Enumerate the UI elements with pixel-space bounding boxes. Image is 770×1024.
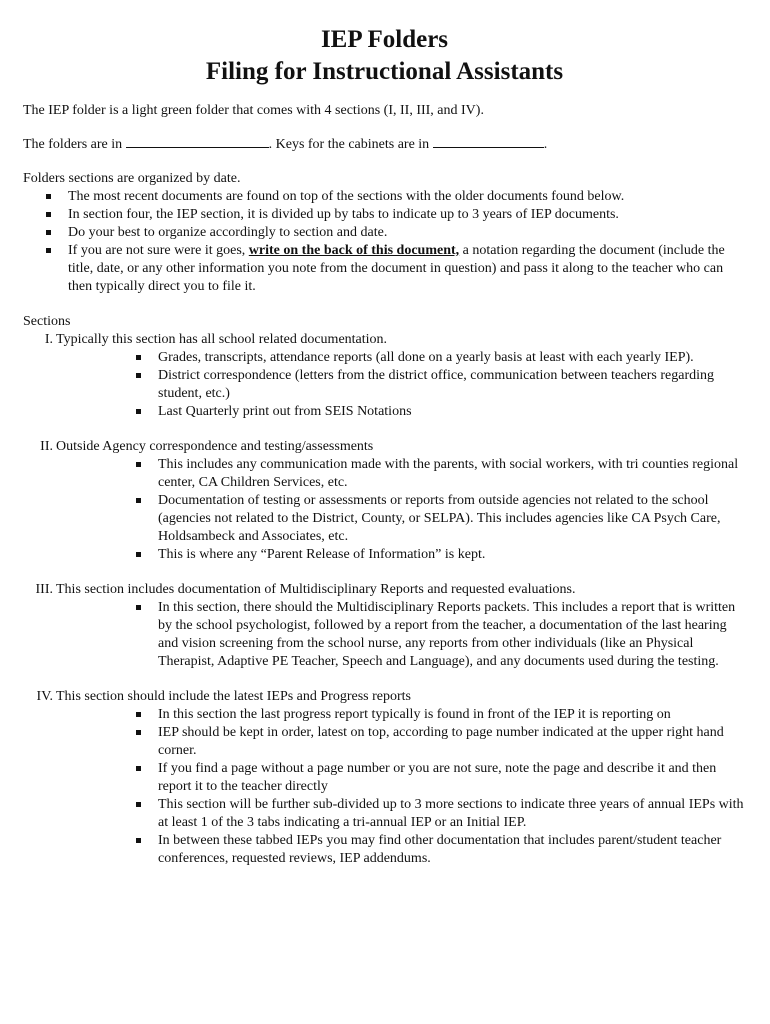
section-numeral: III . bbox=[23, 581, 55, 599]
section-numeral: IV . bbox=[23, 688, 55, 706]
write-on-back-emphasis: write on the back of this document, bbox=[248, 243, 460, 258]
list-item: Last Quarterly print out from SEIS Notations bbox=[136, 403, 746, 421]
list-item: In section four, the IEP section, it is divided up by tabs to indicate up to 3 years of IEP documents. bbox=[46, 206, 746, 224]
list-item: If you find a page without a page number or you are not sure, note the page and describe it and then report it to the teacher directly bbox=[136, 760, 746, 796]
title-line-2: Filing for Instructional Assistants bbox=[205, 58, 564, 85]
last-bullet-before: If you are not sure were it goes, bbox=[68, 243, 249, 258]
section-numeral: II . bbox=[23, 438, 55, 456]
list-item: The most recent documents are found on top of the sections with the older documents found below. bbox=[46, 188, 746, 206]
list-item: Do your best to organize accordingly to section and date. bbox=[46, 224, 746, 242]
sections-heading: Sections bbox=[23, 314, 71, 329]
list-item bbox=[46, 242, 746, 296]
organization-list bbox=[23, 188, 746, 296]
list-item: In this section the last progress report typically is found in front of the IEP it is reporting on bbox=[136, 706, 746, 724]
section-iv-list bbox=[23, 706, 746, 868]
section-title-row bbox=[23, 581, 746, 599]
section-iii-list bbox=[23, 599, 746, 671]
list-item: In this section, there should the Multidisciplinary Reports packets. This includes a report that is written by the school psychologist, followed by a report from the teacher, a documentation of the last hearing and vision screening from the school nurse, any reports from other individuals (like an Physical Therapist, Adaptive PE Teacher, Speech and Language), and any documents used during the testing. bbox=[136, 599, 746, 671]
section-ii-list bbox=[23, 456, 746, 564]
list-item: Grades, transcripts, attendance reports (all done on a yearly basis at least with each yearly IEP). bbox=[136, 349, 746, 367]
section-i-list bbox=[23, 349, 746, 421]
section-title: Typically this section has all school related documentation. bbox=[56, 332, 388, 347]
section-title: This section should include the latest IEPs and Progress reports bbox=[56, 689, 411, 704]
section-title: This section includes documentation of Multidisciplinary Reports and requested evaluations. bbox=[56, 582, 576, 597]
organization-heading: Folders sections are organized by date. bbox=[23, 171, 241, 186]
keys-blank bbox=[433, 146, 544, 148]
title-line-1: IEP Folders bbox=[320, 26, 449, 53]
list-item: IEP should be kept in order, latest on top, according to page number indicated at the upper right hand corner. bbox=[136, 724, 746, 760]
list-item: In between these tabbed IEPs you may find other documentation that includes parent/student teacher conferences, requested reviews, IEP addendums. bbox=[136, 832, 746, 868]
list-item: District correspondence (letters from the district office, communication between teachers regarding student, etc.) bbox=[136, 367, 746, 403]
folders-text-2: . Keys for the cabinets are in bbox=[268, 137, 433, 152]
section-title-row bbox=[23, 331, 746, 349]
folders-blank bbox=[126, 146, 269, 148]
section-i bbox=[23, 331, 746, 421]
list-item: This section will be further sub-divided up to 3 more sections to indicate three years of annual IEPs with at least 1 of the 3 tabs indicating a tri-annual IEP or an Initial IEP. bbox=[136, 796, 746, 832]
last-bullet-after: a notation regarding the document (include the title, date, or any other information you note from the document in question) and pass it along to the teacher who can then typically direct you to file it. bbox=[68, 243, 725, 294]
section-iii bbox=[23, 581, 746, 671]
section-iv bbox=[23, 688, 746, 868]
section-title-row bbox=[23, 438, 746, 456]
folders-location-line bbox=[23, 136, 746, 154]
section-numeral: I . bbox=[23, 331, 55, 349]
list-item: This includes any communication made with the parents, with social workers, with tri counties regional center, CA Children Services, etc. bbox=[136, 456, 746, 492]
list-item: This is where any “Parent Release of Information” is kept. bbox=[136, 546, 746, 564]
list-item: Documentation of testing or assessments or reports from outside agencies not related to the school (agencies not related to the District, County, or SELPA). This includes agencies like CA Psych Care, Holdsambeck and Associates, etc. bbox=[136, 492, 746, 546]
folders-text-1: The folders are in bbox=[23, 137, 126, 152]
intro-paragraph: The IEP folder is a light green folder that comes with 4 sections (I, II, III, and IV). bbox=[23, 103, 484, 118]
section-title: Outside Agency correspondence and testing/assessments bbox=[56, 439, 374, 454]
folders-text-3: . bbox=[543, 137, 548, 152]
section-title-row bbox=[23, 688, 746, 706]
section-ii bbox=[23, 438, 746, 564]
